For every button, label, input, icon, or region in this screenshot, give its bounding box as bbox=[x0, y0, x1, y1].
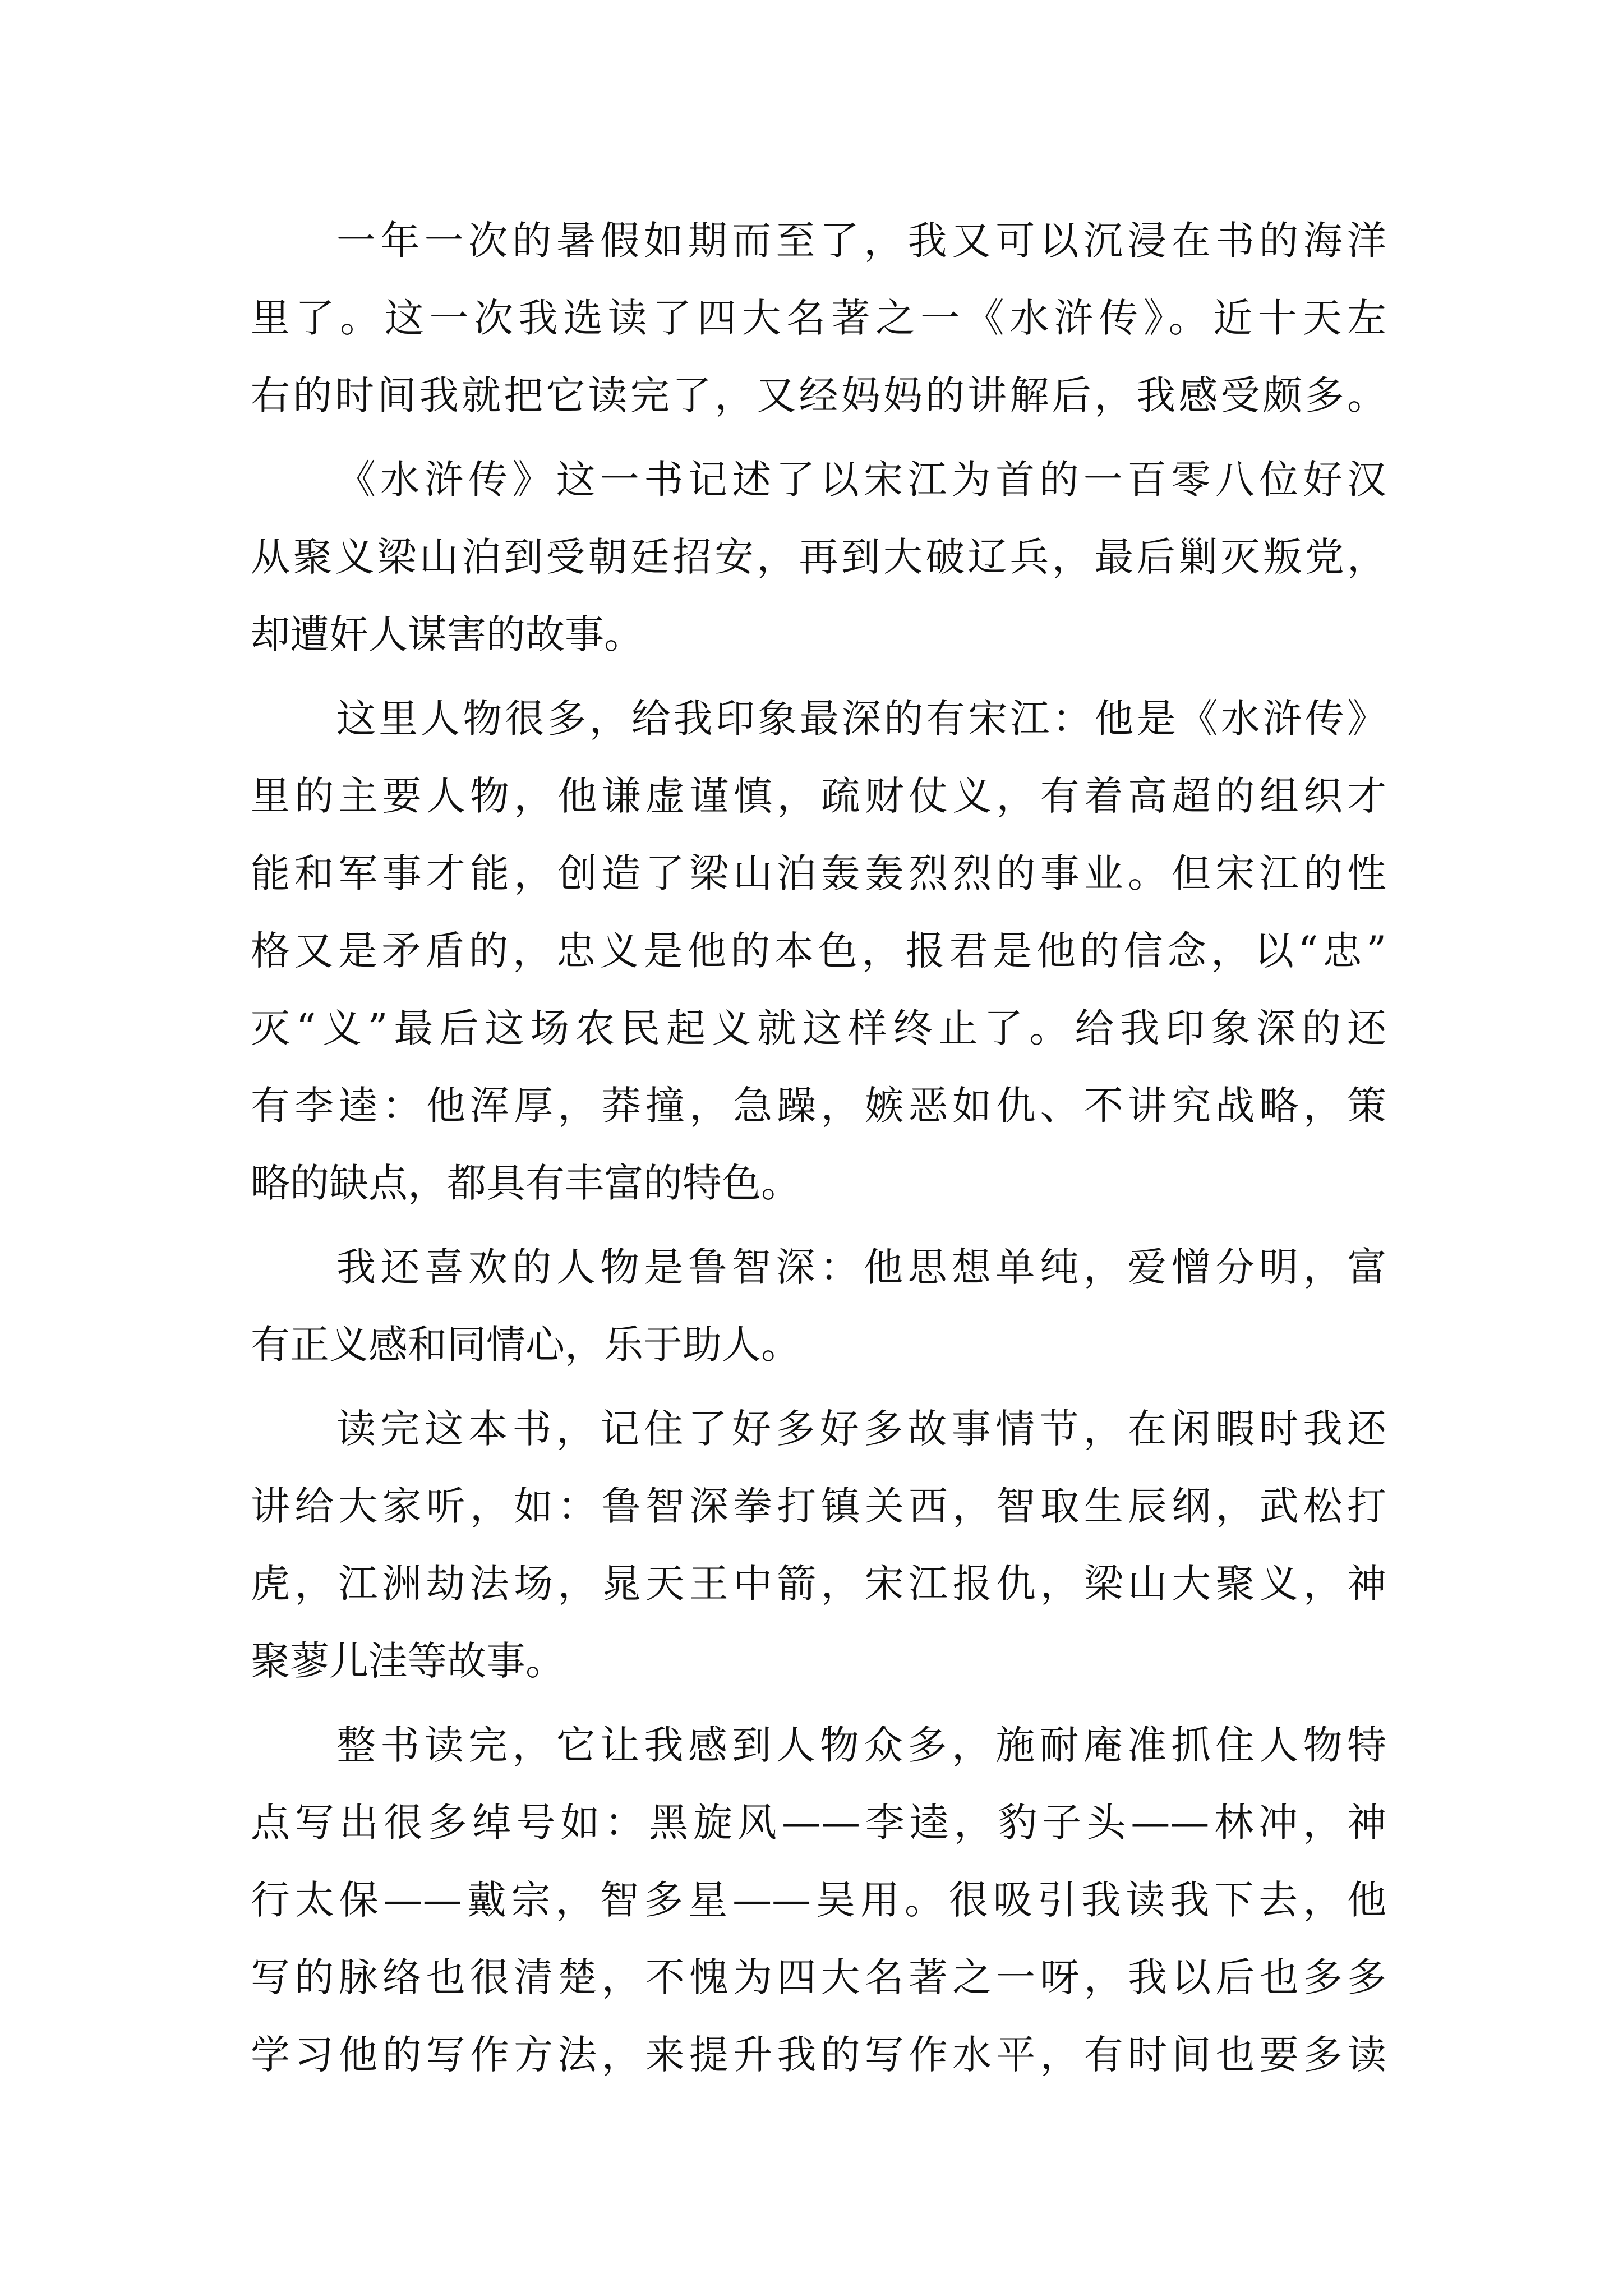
text-line: 我还喜欢的人物是鲁智深：他思想单纯，爱憎分明，富 bbox=[336, 1244, 1386, 1290]
text-line: 有李逵：他浑厚，莽撞，急躁，嫉恶如仇、不讲究战略，策 bbox=[251, 1083, 1386, 1129]
text-line: 学习他的写作方法，来提升我的写作水平，有时间也要多读 bbox=[251, 2032, 1386, 2078]
text-line: 虎，江洲劫法场，晁天王中箭，宋江报仇，梁山大聚义，神 bbox=[251, 1561, 1386, 1607]
paragraph bbox=[251, 1228, 1386, 1383]
paragraph bbox=[251, 680, 1386, 1222]
text-line: 有正义感和同情心，乐于助人。 bbox=[251, 1322, 800, 1368]
text-line: 能和军事才能，创造了梁山泊轰轰烈烈的事业。但宋江的性 bbox=[251, 850, 1386, 896]
paragraph bbox=[251, 441, 1386, 673]
text-line: 从聚义梁山泊到受朝廷招安，再到大破辽兵，最后剿灭叛党， bbox=[251, 534, 1386, 580]
document-body bbox=[251, 202, 1386, 2100]
paragraph bbox=[251, 1706, 1386, 2093]
text-line: 里了。这一次我选读了四大名著之一《水浒传》。近十天左 bbox=[251, 295, 1386, 341]
text-line: 格又是矛盾的，忠义是他的本色，报君是他的信念，以“忠” bbox=[251, 928, 1386, 974]
text-line: 灭“义”最后这场农民起义就这样终止了。给我印象深的还 bbox=[251, 1005, 1386, 1051]
text-line: 写的脉络也很清楚，不愧为四大名著之一呀，我以后也多多 bbox=[251, 1954, 1386, 2000]
text-line: 略的缺点，都具有丰富的特色。 bbox=[251, 1160, 800, 1206]
text-line: 行太保——戴宗，智多星——吴用。很吸引我读我下去，他 bbox=[251, 1877, 1386, 1923]
paragraph bbox=[251, 202, 1386, 434]
text-line: 《水浒传》这一书记述了以宋江为首的一百零八位好汉 bbox=[336, 457, 1386, 503]
text-line: 点写出很多绰号如：黑旋风——李逵，豹子头——林冲，神 bbox=[251, 1800, 1386, 1846]
text-line: 却遭奸人谋害的故事。 bbox=[251, 611, 643, 657]
paragraph bbox=[251, 1390, 1386, 1700]
text-line: 聚蓼儿洼等故事。 bbox=[251, 1638, 565, 1684]
text-line: 右的时间我就把它读完了，又经妈妈的讲解后，我感受颇多。 bbox=[251, 372, 1386, 418]
text-line: 讲给大家听，如：鲁智深拳打镇关西，智取生辰纲，武松打 bbox=[251, 1483, 1386, 1529]
text-line: 一年一次的暑假如期而至了，我又可以沉浸在书的海洋 bbox=[336, 218, 1386, 264]
text-line: 这里人物很多，给我印象最深的有宋江：他是《水浒传》 bbox=[336, 696, 1386, 742]
text-line: 里的主要人物，他谦虚谨慎，疏财仗义，有着高超的组织才 bbox=[251, 773, 1386, 819]
text-line: 读完这本书，记住了好多好多故事情节，在闲暇时我还 bbox=[336, 1406, 1386, 1452]
text-line: 整书读完，它让我感到人物众多，施耐庵准抓住人物特 bbox=[336, 1722, 1386, 1768]
